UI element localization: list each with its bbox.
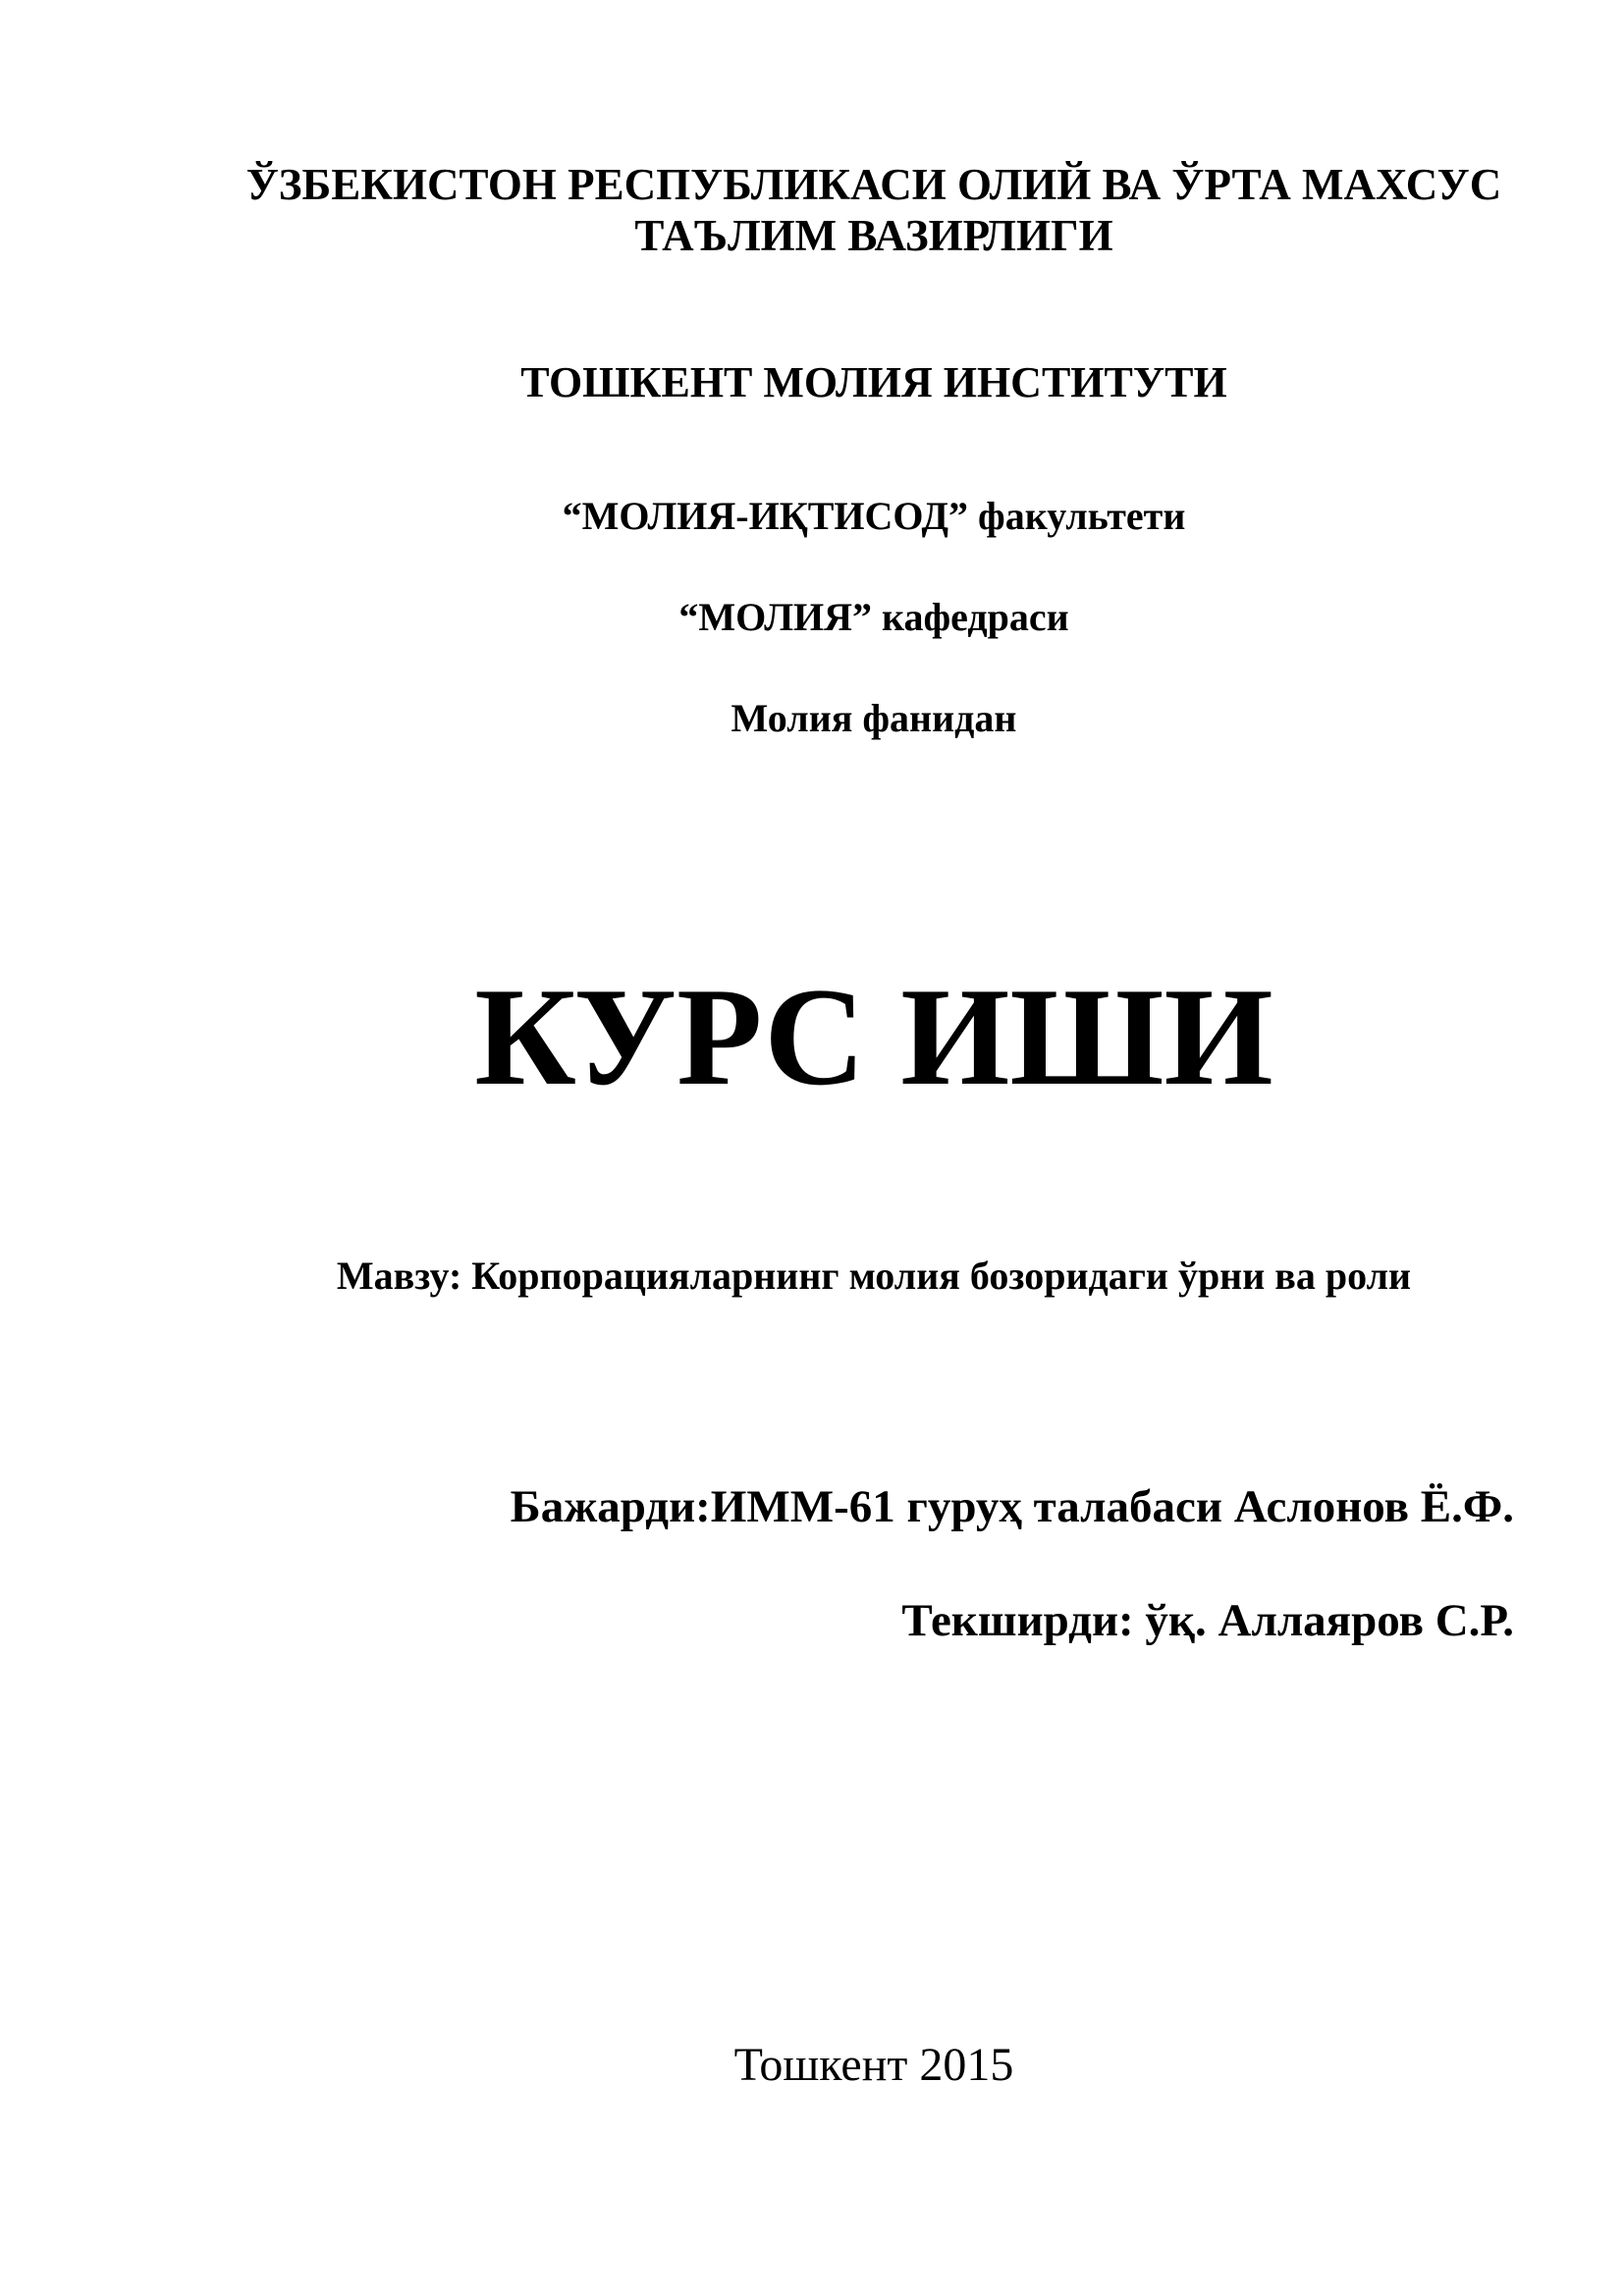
ministry-line-2: ТАЪЛИМ ВАЗИРЛИГИ [634,211,1113,260]
faculty-name: “МОЛИЯ-ИҚТИСОД” факультети [562,494,1186,538]
ministry-line-1: ЎЗБЕКИСТОН РЕСПУБЛИКАСИ ОЛИЙ ВА ЎРТА МАХСУС [245,160,1502,209]
topic-line: Мавзу: Корпорацияларнинг молия бозоридаги ўрни ва роли [336,1254,1412,1298]
performer-line: Бажарди:ИММ-61 гуруҳ талабаси Аслонов Ё.Ф. [510,1481,1514,1532]
ministry-heading [137,159,1610,261]
department-name: “МОЛИЯ” кафедраси [678,595,1069,639]
subject-name: Молия фанидан [731,696,1017,740]
institute-name: ТОШКЕНТ МОЛИЯ ИНСТИТУТИ [520,358,1227,406]
checker-line: Текширди: ўқ. Аллаяров С.Р. [901,1595,1514,1646]
city-year-footer: Тошкент 2015 [733,2039,1014,2091]
document-title: КУРС ИШИ [474,959,1273,1114]
